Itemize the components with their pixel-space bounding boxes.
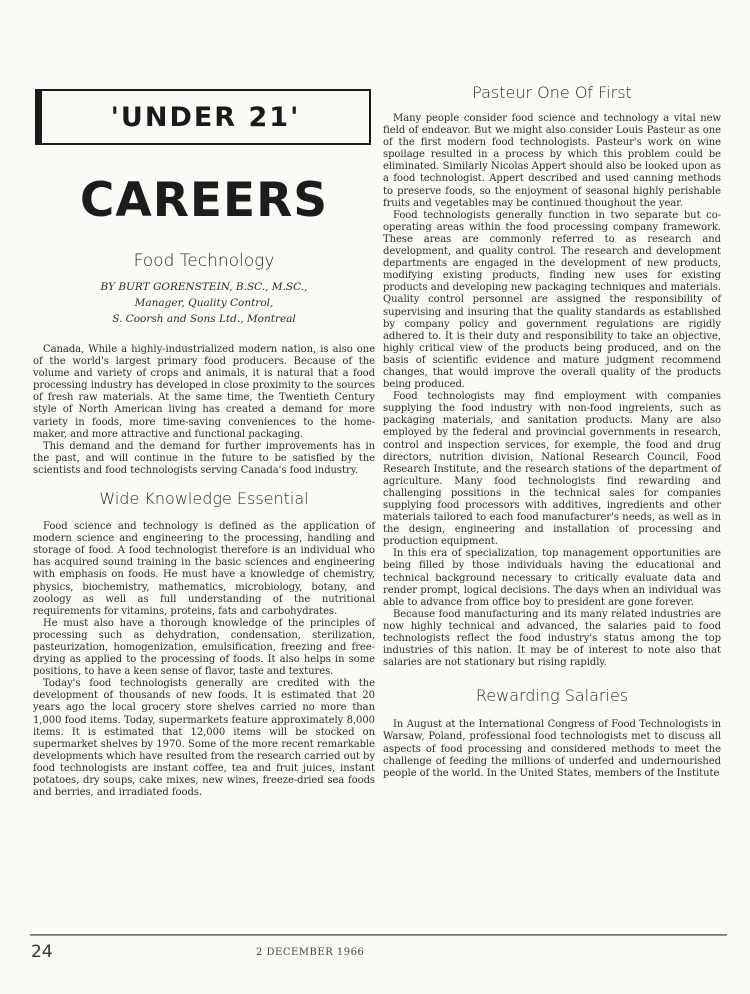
- series-title: 'UNDER 21': [110, 101, 301, 133]
- page-number: 24: [31, 942, 53, 962]
- body-paragraph: In this era of specialization, top management opportunities are being filled by those individuals having the educational and technical background necessary to critically evaluate data and render prompt, logical decisions. The days when an individual was able to advance from office boy to president are gone forever.: [383, 548, 721, 608]
- byline-position: Manager, Quality Control,: [134, 297, 274, 309]
- intro-paragraph: This demand and the demand for further improvements has in the past, and will continue in the future to be satisfied by the scientists and food technologists serving Canada's food industry.: [33, 440, 375, 476]
- byline: [33, 279, 375, 327]
- main-title: CAREERS: [79, 173, 329, 228]
- series-title-box: [35, 89, 371, 145]
- byline-author: BY BURT GORENSTEIN, B.SC., M.SC.,: [100, 281, 308, 293]
- body-paragraph: In August at the International Congress of Food Technologists in Warsaw, Poland, professional food technologists met to discuss all aspects of food processing and considered methods to meet the challenge of feeding the millions of underfed and undernourished people of the world. In the United States, members of the Institute: [383, 719, 721, 779]
- left-column: [33, 82, 375, 799]
- right-column: [383, 82, 721, 780]
- article-subject: Food Technology: [133, 251, 275, 271]
- body-paragraph: Food technologists generally function in two separate but co-operating areas within the food processing company framework. These areas are commonly referred to as research and development, and quality control. The research and development departments are engaged in the development of new products, modifying existing products, finding new uses for existing products and developing new packaging techniques and materials. Quality control personnel are assigned the responsibility of supervising and insuring that the quality standards as established by company policy and government regulations are rigidly adhered to. It is their duty and responsibility to take an objective, highly critical view of the products being produced, and on the basis of scientific evidence and mature judgment recommend changes, that would improve the overall quality of the products being produced.: [383, 209, 721, 391]
- footer-rule: [30, 934, 727, 936]
- body-paragraph: Food science and technology is defined as the application of modern science and engineering to the processing, handling and storage of food. A food technologist therefore is an individual who has acquired sound training in the basic sciences and engineering with emphasis on foods. He must have a knowledge of chemistry, physics, biochemistry, mathematics, microbiology, botany, and zoology as well as full understanding of the nutritional requirements for vitamins, proteins, fats and carbohydrates.: [33, 521, 375, 617]
- section-title-rewarding-salaries: Rewarding Salaries: [475, 686, 629, 706]
- body-paragraph: Because food manufacturing and its many related industries are now highly technical and advanced, the salaries paid to food technologists reflect the food industry's status among the top industries of this nation. It may be of interest to note also that salaries are not stationary but rising rapidly.: [383, 608, 721, 669]
- intro-paragraph: Canada, While a highly-industrialized modern nation, is also one of the world's largest primary food producers. Because of the volume and variety of crops and animals, it is natural that a food processing industry has developed in close proximity to the sources of fresh raw materials. At the same time, the Twentieth Century style of North American living has created a demand for more variety in foods, more time-saving conveniences to the home-maker, and more attractive and functional packaging.: [33, 344, 375, 440]
- body-paragraph: Food technologists may find employment with companies supplying the food industry with non-food ingreients, such as packaging materials, and sanitation products. Many are also employed by the federal and provincial governments in research, control and inspection services, for exemple, the food and drug directors, nutrition division, National Research Council, Food Research Institute, and the research stations of the department of agriculture. Many food technologists find rewarding and challenging possitions in the technical sales for companies supplying food processors with additives, ingredients and other materials tailored to each food manufacturer's needs, as well as in the design, engineering and installation of processing and production equipment.: [383, 391, 721, 548]
- issue-date: 2 DECEMBER 1966: [256, 947, 365, 958]
- section-title-wide-knowledge: Wide Knowledge Essential: [99, 489, 309, 509]
- body-paragraph: He must also have a thorough knowledge of the principles of processing such as dehydration, condensation, sterilization, pasteurization, homogenization, emulsification, freezing and free-drying as applied to the processing of foods. It also helps in some positions, to have a keen sense of flavor, taste and textures.: [33, 617, 375, 678]
- section-title-pasteur: Pasteur One Of First: [472, 83, 632, 102]
- body-paragraph: Today's food technologists generally are credited with the development of thousands of new foods. It is estimated that 20 years ago the local grocery store shelves carried no more than 1,000 food items. Today, supermarkets feature approximately 8,000 items. It is estimated that 12,000 items will be stocked on supermarket shelves by 1970. Some of the more recent remarkable developments which have resulted from the research carried out by food technologists are instant coffee, tea and fruit juices, instant potatoes, dry soups, cake mixes, new wines, freeze-dried sea foods and berries, and irradiated foods.: [33, 678, 375, 799]
- body-paragraph: Many people consider food science and technology a vital new field of endeavor. But we might also consider Louis Pasteur as one of the first modern food technologists. Pasteur's work on wine spoilage resulted in a process by which this problem could be eliminated. Similarly Nicolas Appert should also be looked upon as a food technologist. Appert described and used canning methods to preserve foods, so the enjoyment of seasonal highly perishable fruits and vegetables may be continued thoughout the year.: [383, 113, 721, 209]
- byline-company: S. Coorsh and Sons Ltd., Montreal: [112, 313, 296, 325]
